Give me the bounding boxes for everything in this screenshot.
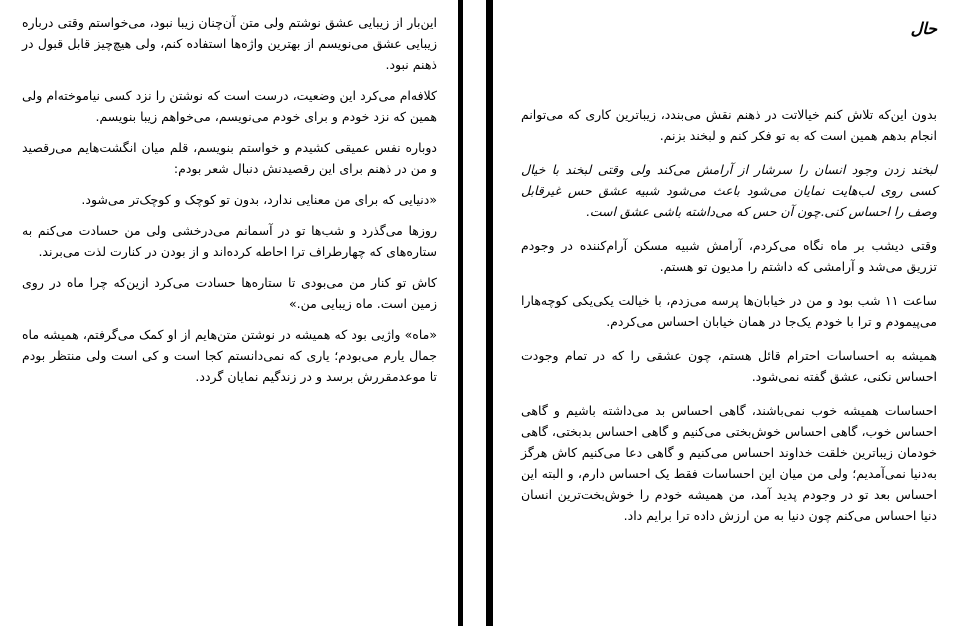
page-title: حال bbox=[910, 19, 937, 38]
left-paragraph-3: دوباره نفس عمیقی کشیدم و خواستم بنویسم، قلم میان انگشت‌هایم می‌رقصید و من در ذهنم برای این رقصیدنش دنبال شعر بودم: bbox=[22, 140, 437, 176]
right-paragraph-4: ساعت ۱۱ شب بود و من در خیابان‌ها پرسه می‌زدم، با خیالت یکی‌یکی کوچه‌هارا می‌پیمودم و ترا با خودم یک‌جا در همان خیابان احساس می‌کردم. bbox=[521, 293, 937, 329]
book-spine-divider bbox=[486, 0, 493, 626]
right-paragraph-5: همیشه به احساسات احترام قائل هستم، چون عشقی را که در تمام وجودت احساس نکنی، عشق گفته نمی‌شود. bbox=[521, 348, 937, 384]
left-paragraph-5: روزها می‌گذرد و شب‌ها تو در آسمانم می‌درخشی ولی من حسادت می‌کنم به ستاره‌های که چهارطراف ترا احاطه کرده‌اند و از بودن در کنارت لذت می‌برند. bbox=[22, 223, 437, 259]
right-paragraph-1: بدون این‌که تلاش کنم خیالاتت در ذهنم نقش می‌بندد، زیباترین کاری که می‌توانم انجام بدهم همین است که به تو فکر کنم و لبخند بزنم. bbox=[521, 107, 937, 143]
left-paragraph-7: «ماه» واژیی بود که همیشه در نوشتن متن‌هایم از او کمک می‌گرفتم، همیشه ماه جمال یارم می‌بودم؛ یاری که نمی‌دانستم کجا است و کی است ولی منتظر بودم تا موعدمقررش برسد و در زندگیم نمایان گردد. bbox=[22, 327, 437, 384]
right-paragraph-6: احساسات همیشه خوب نمی‌باشند، گاهی احساس بد می‌داشته باشیم و گاهی احساس خوب، گاهی احساس خوش‌بختی می‌کنیم و گاهی احساس بدبختی، گاهی خودمان زیباترین خلقت خداوند احساس می‌کنیم و گاهی دعا می‌کنیم کاش هرگز به‌دنیا نمی‌آمدیم؛ ولی من میان این احساسات فقط یک احساس دارم، و البته این احساس بعد تو در وجودم پدید آمد، من همیشه خودم را خوش‌بخت‌ترین انسان دنیا احساس می‌کنم چون دنیا به من ارزش داده ترا برایم داد. bbox=[521, 403, 937, 523]
right-paragraph-2: لبخند زدن وجود انسان را سرشار از آرامش می‌کند ولی وقتی لبخند با خیال کسی روی لب‌هایت نمایان می‌شود باعث می‌شود شبیه عشق حس غیرقابل وصف را احساس کنی.چون آن حس که می‌داشته باشی عشق است. bbox=[521, 162, 937, 219]
left-paragraph-2: کلافه‌ام می‌کرد این وضعیت، درست است که نوشتن را نزد کسی نیاموخته‌ام ولی همین که نزد خودم و برای خودم می‌نویسم، می‌خواهم زیبا بنویسم. bbox=[22, 88, 437, 124]
book-spine-divider bbox=[458, 0, 463, 626]
left-paragraph-1: این‌بار از زیبایی عشق نوشتم ولی متن آن‌چنان زیبا نبود، می‌خواستم وقتی درباره زیبایی عشق می‌نویسم از بهترین واژه‌ها استفاده کنم، ولی هیچ‌چیز قابل قبول در ذهنم نبود. bbox=[22, 15, 437, 72]
right-page bbox=[497, 0, 955, 626]
right-paragraph-3: وقتی دیشب بر ماه نگاه می‌کردم، آرامش شبیه مسکن آرام‌کننده در وجودم تزریق می‌شد و آرامشی که داشتم را مدیون تو هستم. bbox=[521, 238, 937, 274]
left-paragraph-6: کاش تو کنار من می‌بودی تا ستاره‌ها حسادت می‌کرد ازین‌که چرا ماه در روی زمین است. ماه زیبایی من.» bbox=[22, 275, 437, 311]
left-paragraph-4: «دنیایی که برای من معنایی ندارد، بدون تو کوچک و کوچک‌تر می‌شود. bbox=[81, 192, 437, 207]
left-page bbox=[0, 0, 455, 626]
